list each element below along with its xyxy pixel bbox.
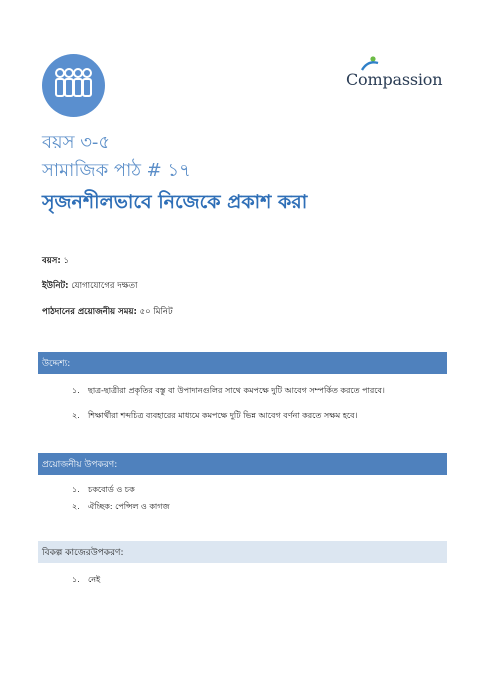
objectives-heading: উদ্দেশ্য: — [42, 358, 71, 369]
compassion-logo — [346, 56, 456, 96]
alternatives-header — [38, 541, 447, 563]
list-item — [72, 501, 170, 514]
page-title: সৃজনশীলভাবে নিজেকে প্রকাশ করা — [42, 191, 308, 213]
item-text: নেই — [88, 575, 101, 584]
time-value: ৫০ মিনিট — [139, 307, 173, 317]
time-label: পাঠদানের প্রয়োজনীয় সময়: — [42, 307, 137, 317]
time-row — [42, 305, 173, 319]
item-text: চকবোর্ড ও চক — [88, 485, 135, 494]
alternatives-heading: বিকল্প কাজেরউপকরণ: — [42, 547, 124, 558]
objectives-header — [38, 352, 447, 374]
brand-name: Compassion — [346, 70, 443, 89]
materials-header — [38, 453, 447, 475]
item-text: ছাত্র-ছাত্রীরা প্রকৃতির বস্তু বা উপাদানগুলির সাথে কমপক্ষে দুটি আবেগ সম্পর্কিত করতে পারবে। — [88, 386, 385, 395]
materials-heading: প্রয়োজনীয় উপকরণ: — [42, 459, 118, 470]
unit-row — [42, 279, 137, 293]
list-item — [72, 574, 100, 587]
age-row — [42, 254, 69, 268]
item-number: ২. — [72, 411, 80, 420]
item-number: ২. — [72, 502, 80, 511]
children-group-logo — [42, 54, 105, 117]
lesson-number: সামাজিক পাঠ # ১৭ — [42, 160, 191, 181]
item-text: ঐচ্ছিক: পেন্সিল ও কাগজ — [88, 502, 170, 511]
list-item — [72, 484, 135, 497]
item-number: ১. — [72, 485, 80, 494]
item-number: ১. — [72, 575, 80, 584]
age-heading: বয়স ৩-৫ — [42, 132, 111, 153]
age-label: বয়স: — [42, 256, 61, 266]
age-value: ১ — [63, 256, 69, 266]
people-icon — [42, 54, 105, 117]
list-item — [72, 410, 357, 423]
unit-label: ইউনিট: — [42, 281, 69, 291]
item-text: শিক্ষার্থীরা শব্দচিত্র ব্যবহারের মাধ্যমে কমপক্ষে দুটি ভিন্ন আবেগ বর্ণনা করতে সক্ষম হবে। — [88, 411, 358, 420]
list-item — [72, 385, 385, 398]
unit-value: যোগাযোগের দক্ষতা — [71, 281, 138, 291]
item-number: ১. — [72, 386, 80, 395]
